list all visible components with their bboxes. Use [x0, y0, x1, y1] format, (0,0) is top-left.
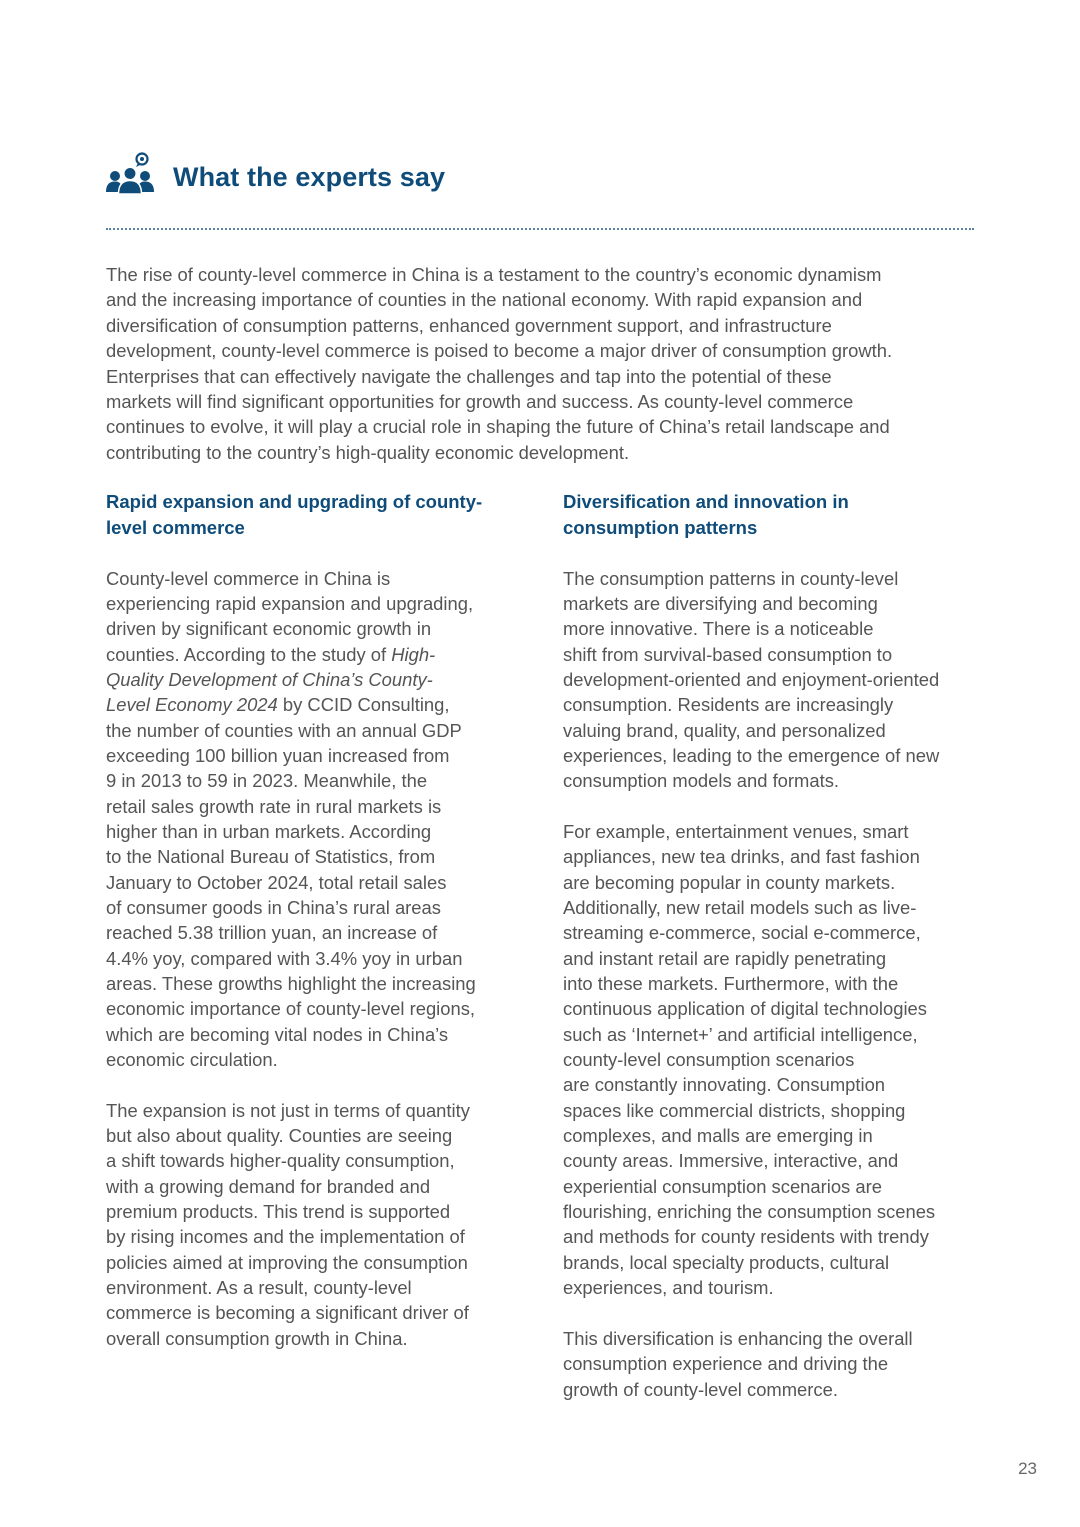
- text-line: and instant retail are rapidly penetrating: [563, 947, 887, 969]
- intro-line: and the increasing importance of counties in the national economy. With rapid expansion and: [106, 289, 863, 311]
- text-line: consumption models and formats.: [563, 770, 839, 792]
- intro-paragraph: [106, 262, 986, 465]
- page-title: What the experts say: [173, 161, 446, 192]
- text-line: spaces like commercial districts, shopping: [563, 1099, 906, 1121]
- text-line: consumption. Residents are increasingly: [563, 694, 894, 716]
- heading-line: Diversification and innovation in: [563, 491, 849, 512]
- text-line: but also about quality. Counties are seeing: [106, 1125, 453, 1147]
- heading-line: consumption patterns: [563, 516, 758, 538]
- text-line: [106, 692, 526, 717]
- text-line: Additionally, new retail models such as live-: [563, 896, 917, 918]
- text-line: experiencing rapid expansion and upgrading,: [106, 592, 474, 614]
- text-line: the number of counties with an annual GDP: [106, 719, 462, 741]
- text-line: flourishing, enriching the consumption scenes: [563, 1201, 936, 1223]
- text-line: 4.4% yoy, compared with 3.4% yoy in urban: [106, 947, 463, 969]
- text-line: more innovative. There is a noticeable: [563, 618, 874, 640]
- text-line: are constantly innovating. Consumption: [563, 1074, 886, 1096]
- text-line: higher than in urban markets. According: [106, 820, 432, 842]
- text-line: experiential consumption scenarios are: [563, 1175, 882, 1197]
- text-line: This diversification is enhancing the overall: [563, 1327, 913, 1349]
- text-line: [106, 667, 526, 692]
- text-line: areas. These growths highlight the increasing: [106, 973, 476, 994]
- text-line: with a growing demand for branded and: [106, 1175, 431, 1197]
- text-line: streaming e-commerce, social e-commerce,: [563, 922, 921, 944]
- text-line: environment. As a result, county-level: [106, 1277, 412, 1299]
- text-line: into these markets. Furthermore, with the: [563, 973, 899, 994]
- text-line: appliances, new tea drinks, and fast fashion: [563, 846, 920, 868]
- text-line: markets are diversifying and becoming: [563, 592, 878, 614]
- intro-line: development, county-level commerce is poised to become a major driver of consumption growth.: [106, 340, 893, 362]
- text-line: county-level consumption scenarios: [563, 1049, 855, 1071]
- text-line: County-level commerce in China is: [106, 567, 391, 589]
- text-line: which are becoming vital nodes in China’s: [106, 1023, 449, 1045]
- text-line: a shift towards higher-quality consumption,: [106, 1150, 455, 1172]
- intro-line: Enterprises that can effectively navigate the challenges and tap into the potential of these: [106, 365, 832, 387]
- text-segment: counties. According to the study of: [106, 643, 392, 665]
- text-line: continuous application of digital technologies: [563, 998, 927, 1020]
- left-paragraph-1: [106, 566, 526, 1073]
- left-column-heading: [106, 489, 526, 540]
- left-column: [106, 489, 526, 1351]
- text-line: The consumption patterns in county-level: [563, 567, 899, 589]
- experts-group-speech-icon: [105, 152, 155, 196]
- text-line: complexes, and malls are emerging in: [563, 1125, 873, 1147]
- page-number: 23: [1018, 1459, 1037, 1478]
- intro-line: markets will find significant opportunities for growth and success. As county-level commerce: [106, 391, 854, 413]
- text-line: 9 in 2013 to 59 in 2023. Meanwhile, the: [106, 770, 428, 792]
- text-line: commerce is becoming a significant driver of: [106, 1302, 469, 1324]
- right-paragraph-2: [563, 819, 983, 1301]
- right-paragraph-1: [563, 566, 983, 794]
- text-line: growth of county-level commerce.: [563, 1378, 838, 1400]
- text-line: experiences, and tourism.: [563, 1277, 774, 1299]
- text-line: consumption experience and driving the: [563, 1353, 889, 1375]
- right-column: [563, 489, 983, 1402]
- text-line: For example, entertainment venues, smart: [563, 820, 909, 842]
- text-line: premium products. This trend is supported: [106, 1201, 451, 1223]
- right-column-heading: [563, 489, 983, 540]
- heading-line: Rapid expansion and upgrading of county-: [106, 491, 483, 512]
- text-line: of consumer goods in China’s rural areas: [106, 896, 441, 918]
- text-line: January to October 2024, total retail sales: [106, 871, 447, 893]
- text-line: experiences, leading to the emergence of new: [563, 744, 940, 766]
- right-paragraph-3: [563, 1326, 983, 1402]
- intro-line: The rise of county-level commerce in China is a testament to the country’s economic dynamism: [106, 264, 882, 285]
- text-line: such as ‘Internet+’ and artificial intelligence,: [563, 1023, 918, 1045]
- text-line: development-oriented and enjoyment-oriented: [563, 668, 940, 690]
- citation-title: Level Economy 2024: [106, 694, 278, 716]
- dotted-divider: [106, 228, 974, 230]
- intro-line: contributing to the country’s high-quality economic development.: [106, 441, 630, 463]
- text-line: shift from survival-based consumption to: [563, 643, 893, 665]
- text-line: economic circulation.: [106, 1049, 278, 1071]
- citation-title: High-: [391, 643, 436, 665]
- text-line: retail sales growth rate in rural markets is: [106, 795, 442, 817]
- text-line: exceeding 100 billion yuan increased from: [106, 744, 450, 766]
- text-line: overall consumption growth in China.: [106, 1327, 408, 1349]
- text-line: policies aimed at improving the consumption: [106, 1251, 468, 1273]
- text-segment: by CCID Consulting,: [282, 694, 450, 716]
- citation-title: Quality Development of China’s County-: [106, 668, 433, 690]
- text-line: driven by significant economic growth in: [106, 618, 432, 640]
- text-line: to the National Bureau of Statistics, from: [106, 846, 436, 868]
- text-line: [106, 642, 526, 667]
- intro-line: diversification of consumption patterns, enhanced government support, and infrastructure: [106, 314, 832, 336]
- text-line: county areas. Immersive, interactive, and: [563, 1150, 899, 1172]
- text-line: reached 5.38 trillion yuan, an increase of: [106, 922, 438, 944]
- intro-line: continues to evolve, it will play a crucial role in shaping the future of China’s retail landscape and: [106, 416, 890, 438]
- text-line: economic importance of county-level regions,: [106, 998, 476, 1020]
- section-header: [105, 152, 445, 196]
- left-paragraph-2: [106, 1098, 526, 1351]
- text-line: valuing brand, quality, and personalized: [563, 719, 886, 741]
- text-line: and methods for county residents with trendy: [563, 1226, 929, 1248]
- text-line: The expansion is not just in terms of quantity: [106, 1099, 470, 1121]
- text-line: are becoming popular in county markets.: [563, 871, 896, 893]
- text-line: brands, local specialty products, cultural: [563, 1251, 890, 1273]
- text-line: by rising incomes and the implementation of: [106, 1226, 465, 1248]
- heading-line: level commerce: [106, 516, 245, 538]
